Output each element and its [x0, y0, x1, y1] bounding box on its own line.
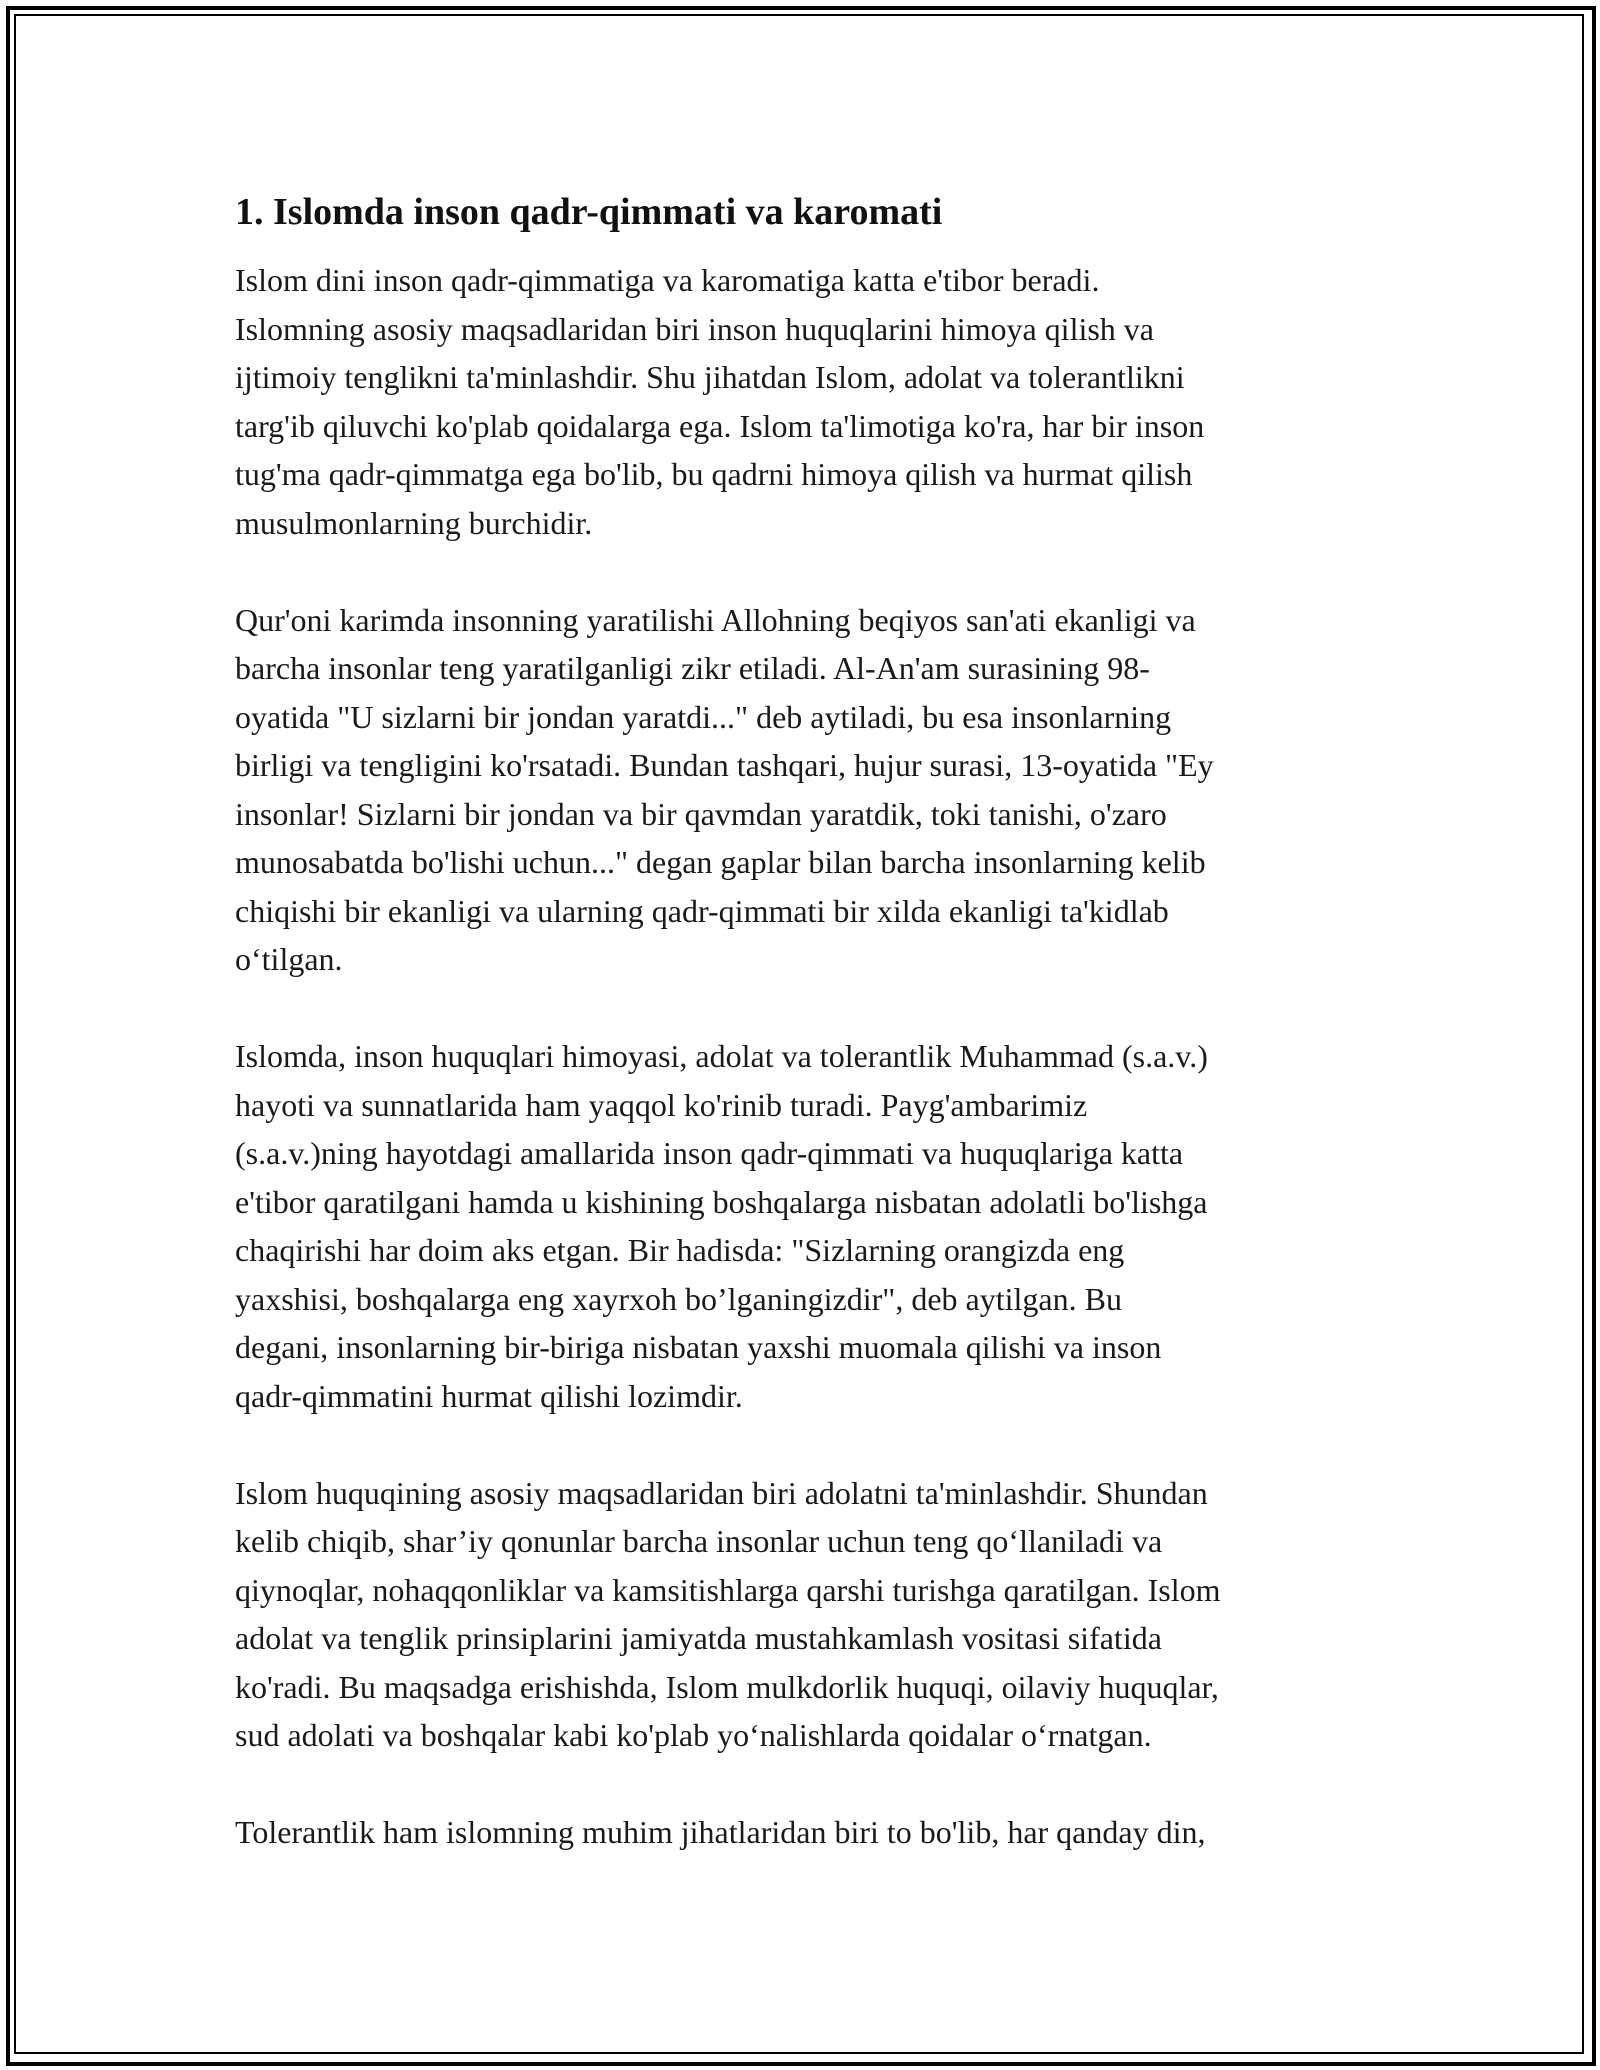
- paragraph-1: [235, 256, 1380, 547]
- text-line: musulmonlarning burchidir.: [235, 504, 593, 541]
- text-line: (s.a.v.)ning hayotdagi amallarida inson qadr-qimmati va huquqlariga katta: [235, 1135, 1184, 1171]
- text-line: Islomda, inson huquqlari himoyasi, adolat va tolerantlik Muhammad (s.a.v.): [235, 1038, 1208, 1074]
- document-body: [235, 186, 1380, 1905]
- text-line: qadr-qimmatini hurmat qilishi lozimdir.: [235, 1377, 743, 1414]
- text-line: ijtimoiy tenglikni ta'minlashdir. Shu jihatdan Islom, adolat va tolerantlikni: [235, 359, 1185, 395]
- text-line: chaqirishi har doim aks etgan. Bir hadisda: "Sizlarning orangizda eng: [235, 1232, 1125, 1268]
- text-line: ko'radi. Bu maqsadga erishishda, Islom mulkdorlik huquqi, oilaviy huquqlar,: [235, 1668, 1219, 1705]
- text-line: yaxshisi, boshqalarga eng xayrxoh bo’lganingizdir", deb aytilgan. Bu: [235, 1280, 1122, 1317]
- text-line: munosabatda bo'lishi uchun..." degan gaplar bilan barcha insonlarning kelib: [235, 844, 1206, 880]
- text-line: e'tibor qaratilgani hamda u kishining boshqalarga nisbatan adolatli bo'lishga: [235, 1183, 1208, 1220]
- text-line: o‘tilgan.: [235, 941, 343, 977]
- text-line: Tolerantlik ham islomning muhim jihatlaridan biri to bo'lib, har qanday din,: [235, 1814, 1206, 1850]
- text-line: insonlar! Sizlarni bir jondan va bir qavmdan yaratdik, toki tanishi, o'zaro: [235, 795, 1167, 832]
- section-heading: 1. Islomda inson qadr-qimmati va karomati: [235, 191, 943, 233]
- text-line: oyatida "U sizlarni bir jondan yaratdi..." deb aytiladi, bu esa insonlarning: [235, 698, 1172, 735]
- text-line: Qur'oni karimda insonning yaratilishi Allohning beqiyos san'ati ekanligi va: [235, 601, 1196, 638]
- text-line: birligi va tengligini ko'rsatadi. Bundan tashqari, hujur surasi, 13-oyatida "Ey: [235, 747, 1214, 783]
- text-line: Islom dini inson qadr-qimmatiga va karomatiga katta e'tibor beradi.: [235, 262, 1100, 298]
- text-line: Islom huquqining asosiy maqsadlaridan biri adolatni ta'minlashdir. Shundan: [235, 1474, 1208, 1511]
- text-line: Islomning asosiy maqsadlaridan biri inson huquqlarini himoya qilish va: [235, 310, 1154, 347]
- text-line: sud adolati va boshqalar kabi ko'plab yo‘nalishlarda qoidalar o‘rnatgan.: [235, 1717, 1152, 1753]
- text-line: hayoti va sunnatlarida ham yaqqol ko'rinib turadi. Payg'ambarimiz: [235, 1086, 1088, 1123]
- text-line: degani, insonlarning bir-biriga nisbatan yaxshi muomala qilishi va inson: [235, 1329, 1162, 1365]
- text-line: qiynoqlar, nohaqqonliklar va kamsitishlarga qarshi turishga qaratilgan. Islom: [235, 1571, 1221, 1608]
- paragraph-4: [235, 1469, 1380, 1760]
- paragraph-3: [235, 1032, 1380, 1420]
- text-line: barcha insonlar teng yaratilganligi zikr etiladi. Al-An'am surasining 98-: [235, 650, 1150, 686]
- text-line: tug'ma qadr-qimmatga ega bo'lib, bu qadrni himoya qilish va hurmat qilish: [235, 456, 1193, 492]
- text-line: adolat va tenglik prinsiplarini jamiyatda mustahkamlash vositasi sifatida: [235, 1620, 1162, 1656]
- paragraph-5: [235, 1808, 1380, 1857]
- text-line: targ'ib qiluvchi ko'plab qoidalarga ega. Islom ta'limotiga ko'ra, har bir inson: [235, 407, 1205, 444]
- paragraph-2: [235, 596, 1380, 984]
- text-line: kelib chiqib, shar’iy qonunlar barcha insonlar uchun teng qo‘llaniladi va: [235, 1523, 1163, 1559]
- text-line: chiqishi bir ekanligi va ularning qadr-qimmati bir xilda ekanligi ta'kidlab: [235, 892, 1169, 929]
